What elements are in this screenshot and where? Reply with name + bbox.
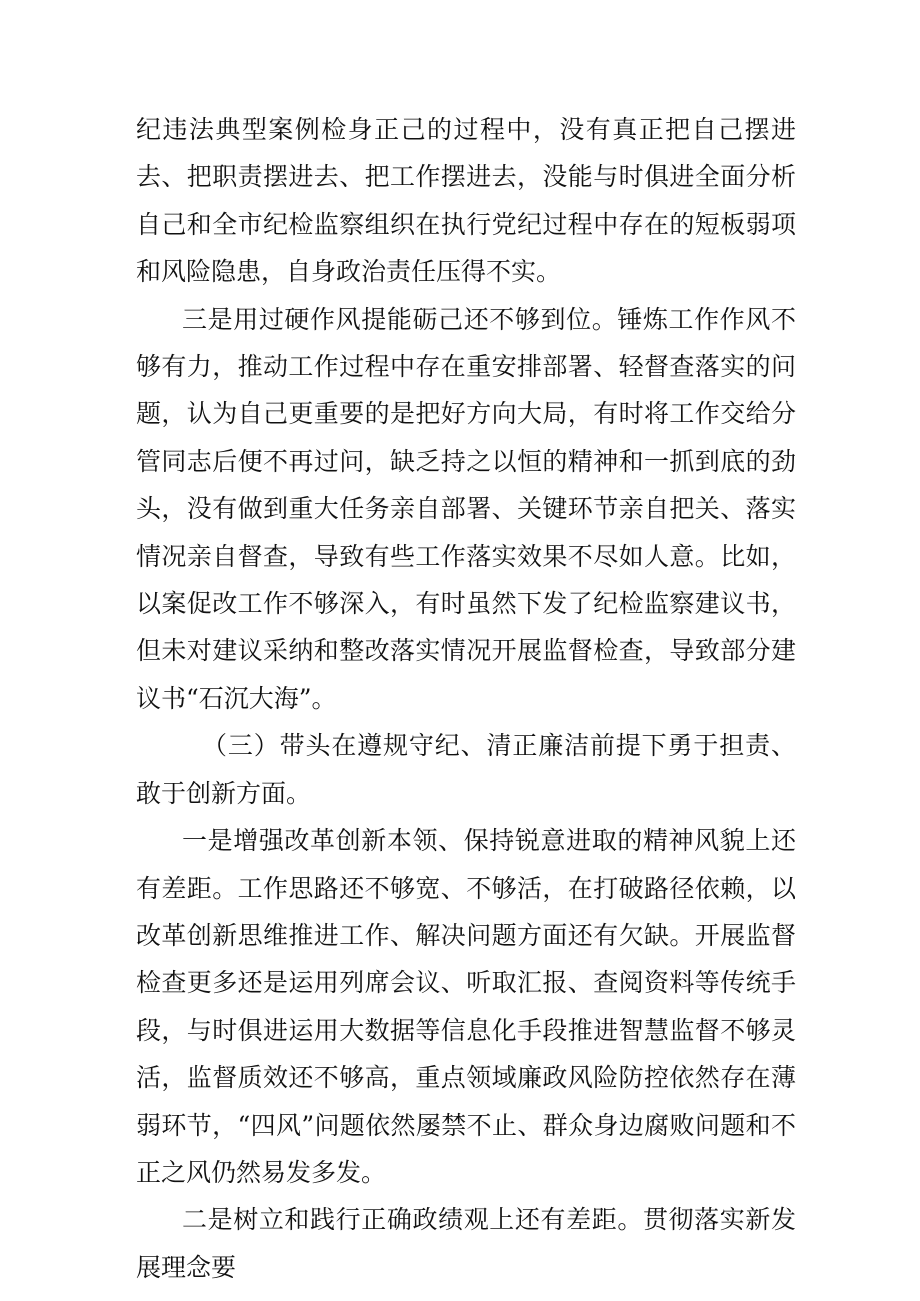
paragraph-point-one: 一是增强改革创新本领、保持锐意进取的精神风貌上还有差距。工作思路还不够宽、不够活，在打破路径依赖，以改革创新思维推进工作、解决问题方面还有欠缺。开展监督检查更多还是运用列席会议、听取汇报、查阅资料等传统手段，与时俱进运用大数据等信息化手段推进智慧监督不够灵活，监督质效还不够高，重点领域廉政风险防控依然存在薄弱环节，“四风”问题依然屡禁不止、群众身边腐败问题和不正之风仍然易发多发。 — [136, 826, 796, 1187]
paragraph-continuation: 纪违法典型案例检身正己的过程中，没有真正把自己摆进去、把职责摆进去、把工作摆进去，没能与时俱进全面分析自己和全市纪检监察组织在执行党纪过程中存在的短板弱项和风险隐患，自身政治责任压得不实。 — [136, 115, 796, 287]
paragraph-point-three: 三是用过硬作风提能砺己还不够到位。锤炼工作作风不够有力，推动工作过程中存在重安排部署、轻督查落实的问题，认为自己更重要的是把好方向大局，有时将工作交给分管同志后便不再过问，缺乏持之以恒的精神和一抓到底的劲头，没有做到重大任务亲自部署、关键环节亲自把关、落实情况亲自督查，导致有些工作落实效果不尽如人意。比如，以案促改工作不够深入，有时虽然下发了纪检监察建议书，但未对建议采纳和整改落实情况开展监督检查，导致部分建议书“石沉大海”。 — [136, 304, 796, 713]
section-heading-three: （三）带头在遵规守纪、清正廉洁前提下勇于担责、敢于创新方面。 — [136, 731, 796, 808]
paragraph-point-two: 二是树立和践行正确政绩观上还有差距。贯彻落实新发展理念要 — [136, 1205, 796, 1282]
document-body — [136, 106, 796, 1291]
